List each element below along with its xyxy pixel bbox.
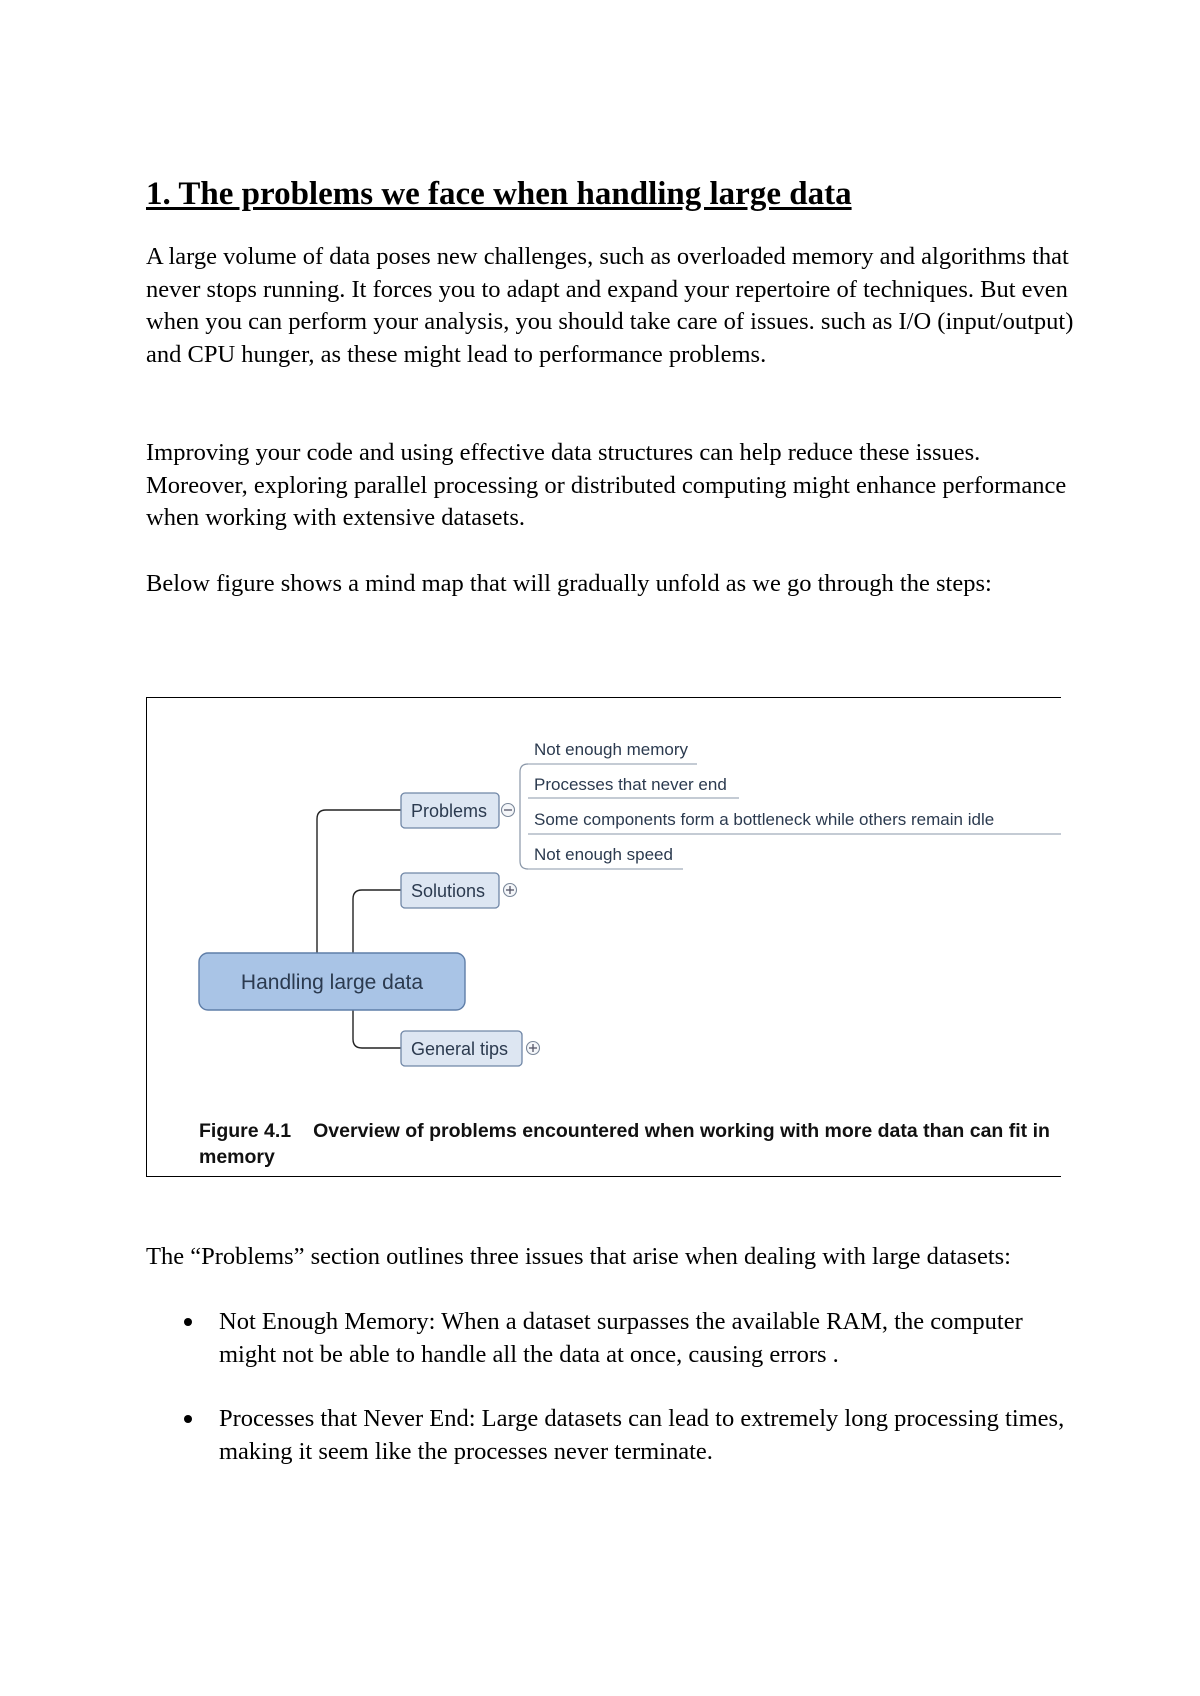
figure-intro-paragraph: Below figure shows a mind map that will gradually unfold as we go through the steps:: [146, 570, 992, 597]
problems-bullet-list: [146, 1306, 1076, 1468]
expand-plus-icon[interactable]: [527, 1042, 540, 1055]
bullet-text: Not Enough Memory: When a dataset surpasses the available RAM, the computer might not be able to handle all the data at once, causing errors .: [219, 1308, 1023, 1368]
section-heading: 1. The problems we face when handling large data: [146, 176, 852, 212]
problem-item: Not enough speed: [534, 845, 673, 864]
improvement-paragraph: Improving your code and using effective data structures can help reduce these issues. Moreover, exploring parallel processing or distributed computing might enhance performance when working with extensive datasets.: [146, 439, 1067, 532]
connector-general-tips: [353, 1010, 401, 1048]
general-tips-node-label: General tips: [411, 1039, 509, 1059]
figure-caption-text: Overview of problems encountered when working with more data than can fit in memory: [199, 1120, 1050, 1168]
problems-intro-paragraph: The “Problems” section outlines three issues that arise when dealing with large datasets:: [146, 1243, 1011, 1270]
problems-node-label: Problems: [411, 801, 488, 821]
collapse-minus-icon[interactable]: [502, 804, 515, 817]
mind-map-diagram: [147, 698, 1061, 1177]
problem-item: Processes that never end: [534, 775, 727, 794]
bullet-item: [146, 1403, 1076, 1468]
problems-children-bracket: [520, 764, 528, 869]
root-node-label: Handling large data: [240, 971, 424, 994]
figure-caption-label: Figure 4.1: [199, 1120, 292, 1142]
problem-item-list: [528, 740, 1061, 869]
bullet-item: [146, 1306, 1076, 1371]
figure-caption: [199, 1118, 1059, 1170]
bullet-icon: [184, 1415, 192, 1423]
problem-item: Some components form a bottleneck while others remain idle: [534, 810, 995, 829]
solutions-node-label: Solutions: [411, 881, 486, 901]
problem-item: Not enough memory: [534, 740, 689, 759]
bullet-icon: [184, 1318, 192, 1326]
connector-problems: [317, 810, 401, 953]
expand-plus-icon[interactable]: [504, 884, 517, 897]
mind-map-figure: [146, 697, 1061, 1177]
intro-paragraph: A large volume of data poses new challenges, such as overloaded memory and algorithms that never stops running. It forces you to adapt and expand your repertoire of techniques. But even when you can perform your analysis, you should take care of issues. such as I/O (input/output) and CPU hunger, as these might lead to performance problems.: [146, 243, 1074, 368]
connector-solutions: [353, 890, 401, 953]
bullet-text: Processes that Never End: Large datasets can lead to extremely long processing times, making it seem like the processes never terminate.: [219, 1405, 1065, 1465]
